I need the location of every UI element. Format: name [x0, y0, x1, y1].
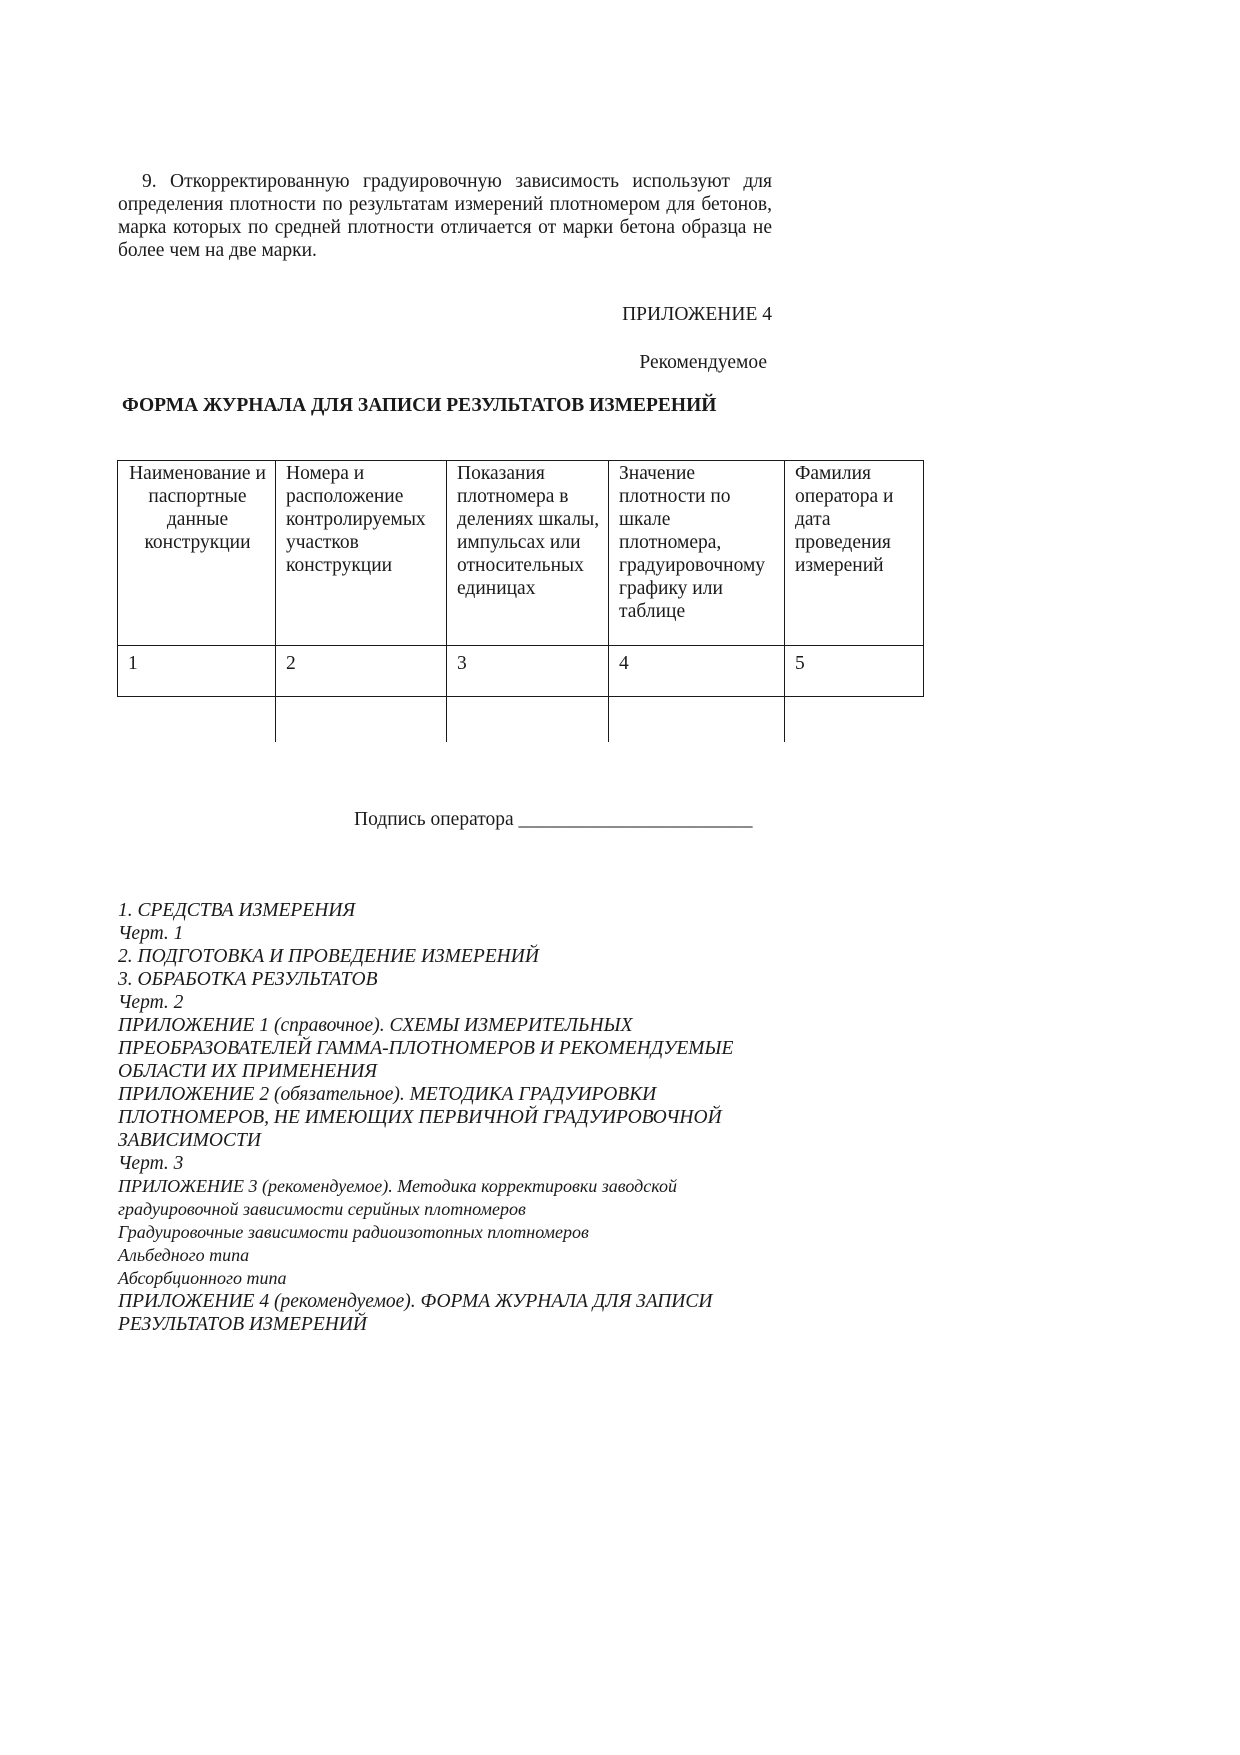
- appendix-status: Рекомендуемое: [639, 352, 767, 373]
- table-of-contents: [118, 899, 798, 1336]
- journal-table: [117, 460, 924, 742]
- header-cell-construction: Наименование и паспортные данные конструкции: [118, 461, 276, 646]
- column-number-3: 3: [447, 646, 609, 697]
- header-cell-sections: Номера и расположение контролируемых участков конструкции: [276, 461, 447, 646]
- toc-item[interactable]: ПРИЛОЖЕНИЕ 4 (рекомендуемое). ФОРМА ЖУРНАЛА ДЛЯ ЗАПИСИ РЕЗУЛЬТАТОВ ИЗМЕРЕНИЙ: [118, 1291, 713, 1335]
- form-title: ФОРМА ЖУРНАЛА ДЛЯ ЗАПИСИ РЕЗУЛЬТАТОВ ИЗМЕРЕНИЙ: [122, 395, 717, 416]
- toc-item[interactable]: ПРИЛОЖЕНИЕ 1 (справочное). СХЕМЫ ИЗМЕРИТЕЛЬНЫХ ПРЕОБРАЗОВАТЕЛЕЙ ГАММА-ПЛОТНОМЕРОВ И РЕКОМЕНДУЕМЫЕ ОБЛАСТИ ИХ ПРИМЕНЕНИЯ: [118, 1015, 734, 1082]
- empty-cell: [785, 697, 924, 743]
- toc-item[interactable]: Черт. 2: [118, 992, 184, 1013]
- header-cell-density: Значение плотности по шкале плотномера, градуировочному графику или таблице: [609, 461, 785, 646]
- empty-cell: [609, 697, 785, 743]
- paragraph-9: 9. Откорректированную градуировочную зависимость используют для определения плотности по результатам измерений плотномером для бетонов, марка которых по средней плотности отличается от марки бетона образца не более чем на две марки.: [118, 171, 772, 261]
- column-number-5: 5: [785, 646, 924, 697]
- table-header-row: [118, 461, 924, 646]
- toc-item[interactable]: 1. СРЕДСТВА ИЗМЕРЕНИЯ: [118, 900, 356, 921]
- appendix-label: ПРИЛОЖЕНИЕ 4: [622, 304, 772, 325]
- toc-item[interactable]: Абсорбционного типа: [118, 1268, 287, 1288]
- column-number-2: 2: [276, 646, 447, 697]
- column-number-4: 4: [609, 646, 785, 697]
- empty-cell: [118, 697, 276, 743]
- empty-cell: [447, 697, 609, 743]
- toc-item[interactable]: ПРИЛОЖЕНИЕ 3 (рекомендуемое). Методика корректировки заводской градуировочной зависимости серийных плотномеров: [118, 1176, 677, 1219]
- toc-item[interactable]: ПРИЛОЖЕНИЕ 2 (обязательное). МЕТОДИКА ГРАДУИРОВКИ ПЛОТНОМЕРОВ, НЕ ИМЕЮЩИХ ПЕРВИЧНОЙ ГРАДУИРОВОЧНОЙ ЗАВИСИМОСТИ: [118, 1084, 722, 1151]
- toc-item[interactable]: Альбедного типа: [118, 1245, 250, 1265]
- table-empty-row: [118, 697, 924, 743]
- operator-signature-line: Подпись оператора ________________________: [354, 809, 753, 830]
- toc-item[interactable]: 2. ПОДГОТОВКА И ПРОВЕДЕНИЕ ИЗМЕРЕНИЙ: [118, 946, 539, 967]
- column-number-1: 1: [118, 646, 276, 697]
- header-cell-readings: Показания плотномера в делениях шкалы, импульсах или относительных единицах: [447, 461, 609, 646]
- toc-item[interactable]: Черт. 3: [118, 1153, 184, 1174]
- toc-item[interactable]: 3. ОБРАБОТКА РЕЗУЛЬТАТОВ: [118, 969, 378, 990]
- header-cell-operator: Фамилия оператора и дата проведения измерений: [785, 461, 924, 646]
- toc-item[interactable]: Градуировочные зависимости радиоизотопных плотномеров: [118, 1222, 589, 1242]
- toc-item[interactable]: Черт. 1: [118, 923, 184, 944]
- table-number-row: [118, 646, 924, 697]
- empty-cell: [276, 697, 447, 743]
